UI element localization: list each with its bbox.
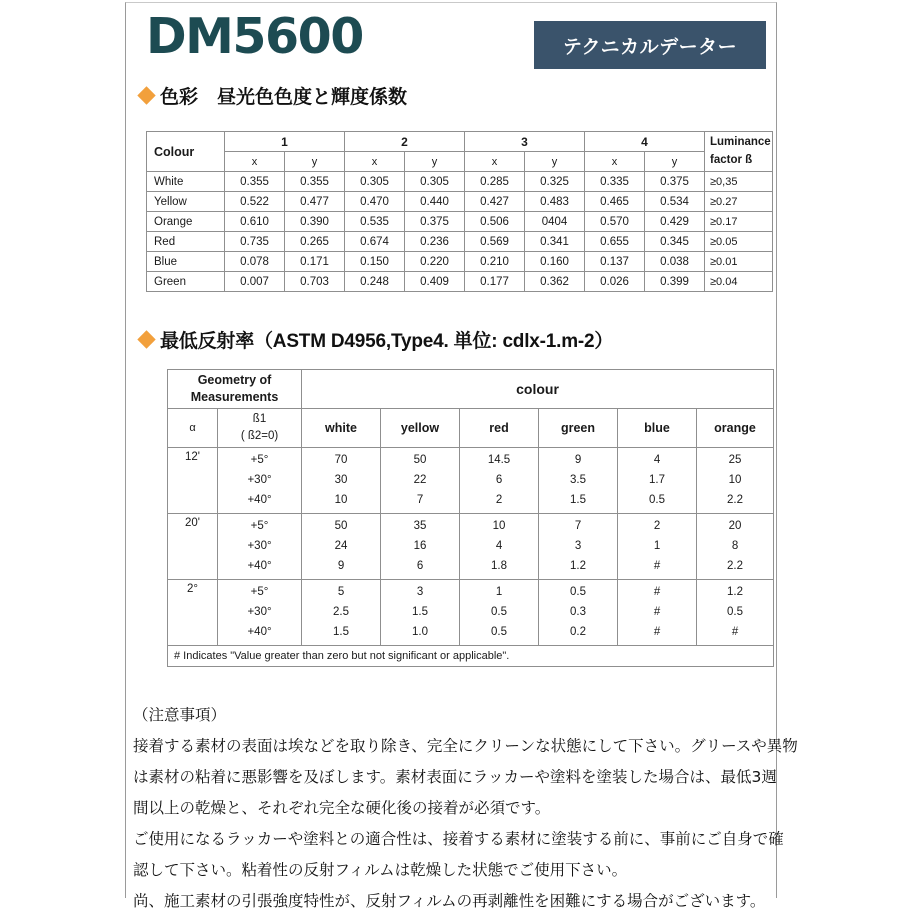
table-cell: 0.399 — [645, 272, 705, 292]
value-stack-yellow: 50 22 7 — [381, 448, 460, 514]
table-cell: 0.150 — [345, 252, 405, 272]
value-stack-blue: # # # — [618, 580, 697, 646]
reflectivity-table-head — [168, 370, 774, 448]
luminance-value: ≥0.17 — [705, 212, 773, 232]
header-col-orange: orange — [697, 409, 774, 448]
note-line: 尚、施工素材の引張強度特性が、反射フィルムの再剥離性を困難にする場合がございます。 — [133, 892, 766, 910]
header-group-4: 4 — [585, 132, 705, 152]
table-cell: 0.703 — [285, 272, 345, 292]
luminance-value: ≥0.05 — [705, 232, 773, 252]
value-stack-red: 14.5 6 2 — [460, 448, 539, 514]
table-footnote-row — [168, 646, 774, 667]
header-luminance: Luminance factor ß — [705, 132, 773, 172]
alpha-value: 12' — [168, 448, 218, 514]
table-cell: 0.335 — [585, 172, 645, 192]
header-col-blue: blue — [618, 409, 697, 448]
value-stack-green: 9 3.5 1.5 — [539, 448, 618, 514]
table-header-row — [168, 409, 774, 448]
row-label-red: Red — [147, 232, 225, 252]
value-stack-orange: 1.2 0.5 # — [697, 580, 774, 646]
table-row — [147, 252, 773, 272]
table-cell: 0.569 — [465, 232, 525, 252]
table-cell: 0.375 — [405, 212, 465, 232]
note-line: 間以上の乾燥と、それぞれ完全な硬化後の接着が必須です。 — [133, 799, 551, 817]
note-line: 認して下さい。粘着性の反射フィルムは乾燥した状態でご使用下さい。 — [133, 861, 628, 879]
row-label-blue: Blue — [147, 252, 225, 272]
value-stack-green: 0.5 0.3 0.2 — [539, 580, 618, 646]
table-row — [147, 172, 773, 192]
beta-values: +5° +30° +40° — [218, 448, 302, 514]
diamond-bullet-icon — [137, 330, 155, 348]
section-heading-reflectivity — [140, 326, 613, 353]
luminance-value: ≥0.01 — [705, 252, 773, 272]
status-badge: テクニカルデーター — [534, 21, 766, 69]
header-alpha: α — [168, 409, 218, 448]
footnote-text: # Indicates "Value greater than zero but not significant or applicable". — [168, 646, 774, 667]
table-cell: 0.026 — [585, 272, 645, 292]
table-row — [168, 580, 774, 646]
value-stack-green: 7 3 1.2 — [539, 514, 618, 580]
luminance-value: ≥0,35 — [705, 172, 773, 192]
header-col-green: green — [539, 409, 618, 448]
table-cell: 0.345 — [645, 232, 705, 252]
header-axis-x: x — [465, 152, 525, 172]
value-stack-orange: 20 8 2.2 — [697, 514, 774, 580]
table-row — [147, 272, 773, 292]
table-header-row — [168, 370, 774, 409]
row-label-yellow: Yellow — [147, 192, 225, 212]
value-stack-white: 5 2.5 1.5 — [302, 580, 381, 646]
table-cell: 0.522 — [225, 192, 285, 212]
header-col-white: white — [302, 409, 381, 448]
table-cell: 0.265 — [285, 232, 345, 252]
chromaticity-table — [146, 131, 773, 292]
notes-section — [133, 700, 798, 917]
table-cell: 0.355 — [285, 172, 345, 192]
table-cell: 0.570 — [585, 212, 645, 232]
table-cell: 0.220 — [405, 252, 465, 272]
section-heading-colour-label: 色彩 昼光色色度と輝度係数 — [160, 87, 408, 108]
table-cell: 0.362 — [525, 272, 585, 292]
table-cell: 0.160 — [525, 252, 585, 272]
table-cell: 0.078 — [225, 252, 285, 272]
header-axis-y: y — [645, 152, 705, 172]
table-cell: 0.236 — [405, 232, 465, 252]
beta-values: +5° +30° +40° — [218, 514, 302, 580]
header-axis-x: x — [345, 152, 405, 172]
table-cell: 0.427 — [465, 192, 525, 212]
table-cell: 0.440 — [405, 192, 465, 212]
alpha-value: 20' — [168, 514, 218, 580]
value-stack-orange: 25 10 2.2 — [697, 448, 774, 514]
luminance-value: ≥0.27 — [705, 192, 773, 212]
page-header — [140, 8, 780, 80]
note-line: は素材の粘着に悪影響を及ぼします。素材表面にラッカーや塗料を塗装した場合は、最低3週 — [133, 768, 777, 786]
table-cell: 0.375 — [645, 172, 705, 192]
header-group-1: 1 — [225, 132, 345, 152]
table-row — [147, 232, 773, 252]
table-row — [168, 448, 774, 514]
section-heading-colour — [140, 82, 407, 109]
value-stack-white: 50 24 9 — [302, 514, 381, 580]
header-beta: ß1 ( ß2=0) — [218, 409, 302, 448]
table-cell: 0.355 — [225, 172, 285, 192]
chromaticity-table-head — [147, 132, 773, 172]
table-cell: 0.506 — [465, 212, 525, 232]
table-cell: 0.674 — [345, 232, 405, 252]
chromaticity-table-body — [147, 172, 773, 292]
value-stack-yellow: 3 1.5 1.0 — [381, 580, 460, 646]
reflectivity-table — [167, 369, 774, 667]
table-cell: 0404 — [525, 212, 585, 232]
header-geometry: Geometry of Measurements — [168, 370, 302, 409]
table-cell: 0.390 — [285, 212, 345, 232]
note-line: 接着する素材の表面は埃などを取り除き、完全にクリーンな状態にして下さい。グリースや異物 — [133, 737, 798, 755]
header-axis-y: y — [405, 152, 465, 172]
table-cell: 0.465 — [585, 192, 645, 212]
section-heading-reflectivity-label: 最低反射率（ASTM D4956,Type4. 単位: cdlx-1.m-2） — [160, 331, 614, 352]
header-colour: Colour — [147, 132, 225, 172]
table-cell: 0.655 — [585, 232, 645, 252]
value-stack-blue: 2 1 # — [618, 514, 697, 580]
table-row — [168, 514, 774, 580]
value-stack-yellow: 35 16 6 — [381, 514, 460, 580]
luminance-value: ≥0.04 — [705, 272, 773, 292]
header-col-yellow: yellow — [381, 409, 460, 448]
row-label-green: Green — [147, 272, 225, 292]
reflectivity-table-body — [168, 448, 774, 667]
table-cell: 0.409 — [405, 272, 465, 292]
value-stack-red: 1 0.5 0.5 — [460, 580, 539, 646]
header-axis-x: x — [585, 152, 645, 172]
alpha-value: 2° — [168, 580, 218, 646]
table-cell: 0.038 — [645, 252, 705, 272]
table-cell: 0.735 — [225, 232, 285, 252]
table-cell: 0.325 — [525, 172, 585, 192]
table-cell: 0.534 — [645, 192, 705, 212]
table-header-row — [147, 132, 773, 152]
notes-title: （注意事項） — [133, 706, 227, 724]
page-title: DM5600 — [146, 8, 363, 65]
table-header-row — [147, 152, 773, 172]
header-axis-x: x — [225, 152, 285, 172]
table-cell: 0.285 — [465, 172, 525, 192]
value-stack-white: 70 30 10 — [302, 448, 381, 514]
table-cell: 0.137 — [585, 252, 645, 272]
table-cell: 0.341 — [525, 232, 585, 252]
table-cell: 0.610 — [225, 212, 285, 232]
table-row — [147, 192, 773, 212]
table-cell: 0.305 — [345, 172, 405, 192]
table-cell: 0.177 — [465, 272, 525, 292]
table-cell: 0.429 — [645, 212, 705, 232]
value-stack-blue: 4 1.7 0.5 — [618, 448, 697, 514]
table-cell: 0.007 — [225, 272, 285, 292]
table-cell: 0.305 — [405, 172, 465, 192]
header-colour-group: colour — [302, 370, 774, 409]
beta-values: +5° +30° +40° — [218, 580, 302, 646]
table-cell: 0.477 — [285, 192, 345, 212]
table-cell: 0.210 — [465, 252, 525, 272]
row-label-orange: Orange — [147, 212, 225, 232]
note-line: ご使用になるラッカーや塗料との適合性は、接着する素材に塗装する前に、事前にご自身で確 — [133, 830, 784, 848]
table-cell: 0.171 — [285, 252, 345, 272]
table-cell: 0.483 — [525, 192, 585, 212]
value-stack-red: 10 4 1.8 — [460, 514, 539, 580]
row-label-white: White — [147, 172, 225, 192]
table-row — [147, 212, 773, 232]
table-cell: 0.535 — [345, 212, 405, 232]
header-group-2: 2 — [345, 132, 465, 152]
header-axis-y: y — [285, 152, 345, 172]
diamond-bullet-icon — [137, 86, 155, 104]
header-axis-y: y — [525, 152, 585, 172]
header-col-red: red — [460, 409, 539, 448]
header-group-3: 3 — [465, 132, 585, 152]
notes-body — [133, 731, 798, 917]
table-cell: 0.470 — [345, 192, 405, 212]
table-cell: 0.248 — [345, 272, 405, 292]
